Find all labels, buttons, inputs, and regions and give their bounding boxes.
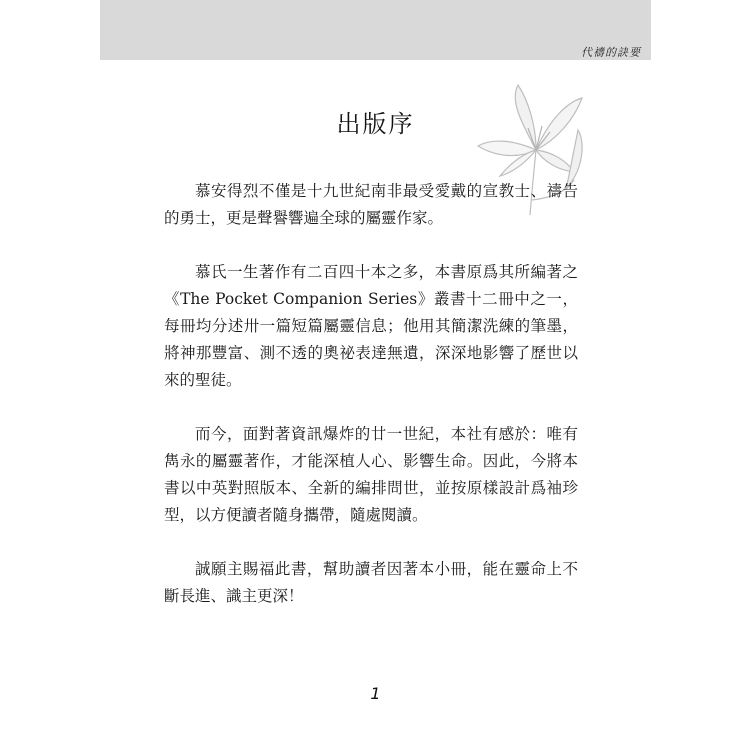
preface-body xyxy=(164,178,578,637)
paragraph-1: 慕安得烈不僅是十九世紀南非最受愛戴的宣教士、禱告的勇士，更是聲譽響遍全球的屬靈作家。 xyxy=(164,182,578,227)
header-band xyxy=(100,0,651,60)
paragraph-3: 而今，面對著資訊爆炸的廿一世紀，本社有感於：唯有雋永的屬靈著作，才能深植人心、影響生命。因此，今將本書以中英對照版本、全新的編排問世，並按原樣設計爲袖珍型，以方便讀者隨身攜帶，隨處閱讀。 xyxy=(164,425,578,524)
page-number: 1 xyxy=(370,684,381,703)
paragraph-2: 慕氏一生著作有二百四十本之多，本書原爲其所編著之《The Pocket Companion Series》叢書十二冊中之一，每冊均分述卅一篇短篇屬靈信息；他用其簡潔洗練的筆墨，將神那豐富、測不透的奧祕表達無遺，深深地影響了歷世以來的聖徒。 xyxy=(164,263,578,389)
paragraph-4: 誠願主賜福此書，幫助讀者因著本小冊，能在靈命上不斷長進、識主更深！ xyxy=(164,560,578,605)
running-head: 代禱的訣要 xyxy=(581,46,641,59)
page-title: 出版序 xyxy=(336,110,415,138)
book-page xyxy=(100,0,651,750)
